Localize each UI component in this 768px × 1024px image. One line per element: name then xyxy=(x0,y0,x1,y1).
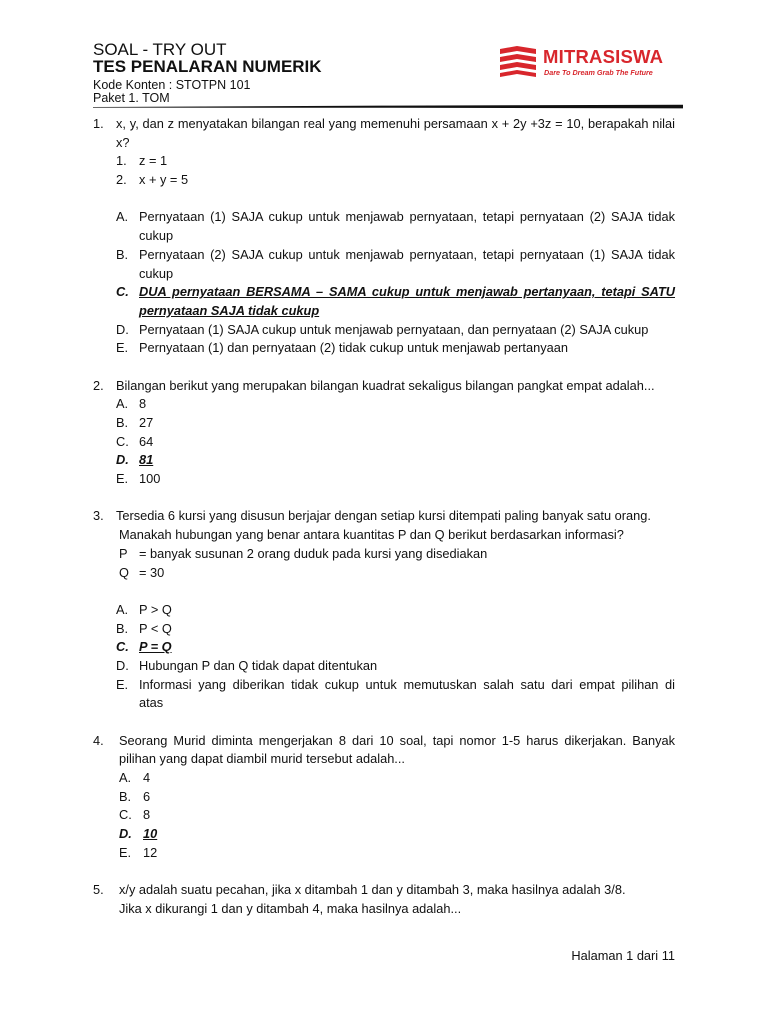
correct-answer-text: P = Q xyxy=(139,639,172,655)
book-logo-icon xyxy=(497,44,539,78)
option-letter: E. xyxy=(116,676,129,692)
statement-2 xyxy=(93,171,675,190)
option-e xyxy=(93,339,675,358)
statement-text: z = 1 xyxy=(139,153,168,169)
logo-tagline: Dare To Dream Grab The Future xyxy=(544,68,653,77)
option-text: 27 xyxy=(139,415,154,430)
question-list xyxy=(93,115,675,919)
statement-number: 2. xyxy=(116,172,127,188)
option-letter: E. xyxy=(119,844,132,860)
option-a xyxy=(93,601,675,620)
question-text: x/y adalah suatu pecahan, jika x ditambah 1 dan y ditambah 3, maka hasilnya adalah 3/8. xyxy=(119,882,626,898)
option-c xyxy=(93,433,675,452)
option-a xyxy=(93,208,675,227)
question-3 xyxy=(93,507,675,526)
paket-label: Paket 1. TOM xyxy=(93,91,170,105)
option-text: 12 xyxy=(143,844,158,860)
option-letter: D. xyxy=(116,321,129,337)
statement-1 xyxy=(93,152,675,171)
option-letter: A. xyxy=(116,209,129,225)
quantity-text: = banyak susunan 2 orang duduk pada kursi yang disediakan xyxy=(139,545,488,561)
option-letter: D. xyxy=(116,657,129,673)
document-header xyxy=(93,41,683,109)
question-text: Manakah hubungan yang benar antara kuantitas P dan Q berikut berdasarkan informasi? xyxy=(119,527,624,543)
mitrasiswa-logo xyxy=(497,44,677,80)
option-text: Pernyataan (1) SAJA cukup untuk menjawab pernyataan, dan pernyataan (2) SAJA cukup xyxy=(139,321,649,337)
logo-wordmark: MITRASISWA xyxy=(543,46,664,67)
doc-subtitle: TES PENALARAN NUMERIK xyxy=(93,57,322,76)
option-letter: C. xyxy=(116,284,129,300)
option-a xyxy=(93,769,675,788)
option-letter: A. xyxy=(116,396,129,412)
statement-text: x + y = 5 xyxy=(139,172,189,188)
question-text: x? xyxy=(116,134,130,150)
option-text: P < Q xyxy=(139,620,172,636)
question-number: 2. xyxy=(93,377,104,393)
option-d xyxy=(93,657,675,676)
question-1 xyxy=(93,115,675,134)
header-divider xyxy=(93,104,683,110)
option-letter: C. xyxy=(116,639,129,655)
correct-answer-text: 81 xyxy=(139,452,154,468)
option-letter: B. xyxy=(116,620,129,636)
option-a xyxy=(93,395,675,414)
option-d-correct xyxy=(93,451,675,470)
option-e xyxy=(93,844,675,863)
option-text: Pernyataan (1) SAJA cukup untuk menjawab pernyataan, tetapi pernyataan (2) SAJA tidak xyxy=(139,209,675,225)
option-b xyxy=(93,620,675,639)
question-text: Jika x dikurangi 1 dan y ditambah 4, maka hasilnya adalah... xyxy=(119,900,462,916)
option-text: Pernyataan (1) dan pernyataan (2) tidak cukup untuk menjawab pertanyaan xyxy=(139,340,568,356)
option-text: cukup xyxy=(139,265,174,281)
correct-answer-text: 10 xyxy=(143,826,158,842)
option-b xyxy=(93,414,675,433)
option-text: cukup xyxy=(139,228,174,244)
option-letter: C. xyxy=(119,807,132,823)
option-e xyxy=(93,470,675,489)
question-5 xyxy=(93,881,675,900)
question-4 xyxy=(93,732,675,751)
quantity-p xyxy=(93,545,675,564)
quantity-text: = 30 xyxy=(139,564,165,580)
question-text: Tersedia 6 kursi yang disusun berjajar dengan setiap kursi ditempati paling banyak satu orang. xyxy=(116,508,651,524)
option-letter: B. xyxy=(116,415,129,430)
page-number: Halaman 1 dari 11 xyxy=(571,948,675,963)
option-c-correct xyxy=(93,638,675,657)
question-number: 3. xyxy=(93,508,104,524)
option-text: 8 xyxy=(143,807,151,823)
option-text: 100 xyxy=(139,471,161,487)
question-text: pilihan yang dapat diambil murid tersebut adalah... xyxy=(119,751,405,767)
option-letter: C. xyxy=(116,433,129,449)
option-letter: D. xyxy=(116,452,129,468)
quantity-label: P xyxy=(119,545,128,561)
option-text: 4 xyxy=(143,770,151,786)
option-text: Hubungan P dan Q tidak dapat ditentukan xyxy=(139,657,378,673)
option-letter: D. xyxy=(119,826,132,842)
kode-konten: Kode Konten : STOTPN 101 xyxy=(93,78,251,92)
question-2 xyxy=(93,377,675,396)
correct-answer-text: DUA pernyataan BERSAMA – SAMA cukup untuk menjawab pertanyaan, tetapi SATU xyxy=(139,284,675,300)
question-text: x, y, dan z menyatakan bilangan real yang memenuhi persamaan x + 2y +3z = 10, berapakah nilai xyxy=(116,116,675,131)
doc-title: SOAL - TRY OUT xyxy=(93,40,227,59)
option-text: P > Q xyxy=(139,601,172,617)
option-letter: E. xyxy=(116,471,129,487)
question-number: 1. xyxy=(93,116,104,131)
option-c-correct xyxy=(93,283,675,302)
option-c xyxy=(93,806,675,825)
option-text: Pernyataan (2) SAJA cukup untuk menjawab pernyataan, tetapi pernyataan (1) SAJA tidak xyxy=(139,246,675,262)
option-d xyxy=(93,321,675,340)
question-text: Bilangan berikut yang merupakan bilangan kuadrat sekaligus bilangan pangkat empat adalah... xyxy=(116,377,655,393)
option-text: atas xyxy=(139,695,164,711)
option-d-correct xyxy=(93,825,675,844)
option-text: Informasi yang diberikan tidak cukup untuk memutuskan salah satu dari empat pilihan di xyxy=(139,676,675,692)
question-number: 4. xyxy=(93,732,104,748)
option-b xyxy=(93,788,675,807)
option-letter: B. xyxy=(119,788,132,804)
option-letter: B. xyxy=(116,246,129,262)
statement-number: 1. xyxy=(116,153,127,169)
quantity-q xyxy=(93,564,675,583)
option-text: 64 xyxy=(139,433,154,449)
option-letter: A. xyxy=(119,770,132,786)
option-e xyxy=(93,676,675,695)
option-b xyxy=(93,246,675,265)
question-text: Seorang Murid diminta mengerjakan 8 dari 10 soal, tapi nomor 1-5 harus dikerjakan. Banyak xyxy=(119,732,675,748)
option-letter: A. xyxy=(116,601,129,617)
quantity-label: Q xyxy=(119,564,129,580)
correct-answer-text: pernyataan SAJA tidak cukup xyxy=(139,302,320,318)
option-text: 6 xyxy=(143,788,151,804)
option-text: 8 xyxy=(139,396,147,412)
option-letter: E. xyxy=(116,340,129,356)
question-number: 5. xyxy=(93,882,104,898)
